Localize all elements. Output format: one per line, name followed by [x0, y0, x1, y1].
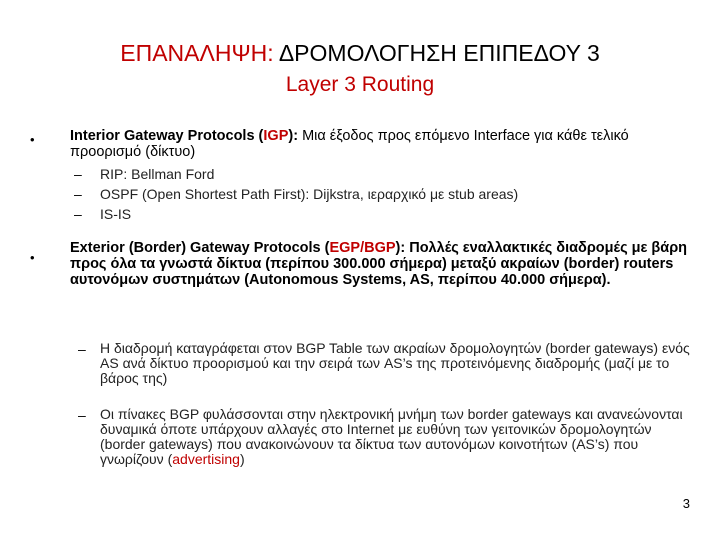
bgp-term-b: ):	[395, 240, 406, 256]
subitem-dash: –	[74, 206, 82, 222]
memory-text-b: )	[239, 451, 245, 467]
igp-abbr: IGP	[263, 128, 289, 144]
bullet-marker: •	[30, 132, 35, 147]
subitem-rip: RIP: Bellman Ford	[100, 166, 215, 182]
memory-text-a: Οι πίνακες BGP φυλάσσονται στην ηλεκτρονική μνήμη των border gateways και ανανεώνονται δυναμικά όποτε υπάρχουν αλλαγές στο Internet με ευθύνη των γειτονικών δρομολογητών (border gateways) που ανακοινώνουν τα δίκτυα των αυτονόμων κοινοτήτων (AS’s) που γνωρίζουν (	[100, 406, 683, 467]
igp-term-a: Interior Gateway Protocols (	[70, 128, 264, 144]
slide-title	[0, 40, 720, 66]
igp-term	[70, 128, 298, 144]
bgp-description: Πολλές εναλλακτικές διαδρομές με βάρη προς όλα τα γνωστά δίκτυα (περίπου 300.000 σήμερα) μεταξύ ακραίων (border) routers αυτονόμων συστημάτων (Autonomous Systems, AS, περίπου 40.000 σήμερα).	[70, 240, 688, 288]
paragraph-dash: –	[78, 341, 86, 357]
bullet-marker: •	[30, 250, 35, 265]
paragraph-bgp-table: Η διαδρομή καταγράφεται στον BGP Table των ακραίων δρομολογητών (border gateways) ενός AS ανά δίκτυο προορισμού και την σειρά των AS’s της προτεινόμενης διαδρομής (μαζί με το βάρος της)	[100, 340, 690, 386]
title-prefix: ΕΠΑΝΑΛΗΨΗ:	[120, 40, 279, 66]
bullet-text-igp	[70, 128, 690, 160]
subitem-ospf: OSPF (Open Shortest Path First): Dijkstra, ιεραρχικό με stub areas)	[100, 186, 519, 202]
bgp-abbr: EGP/BGP	[329, 240, 396, 256]
bgp-term-a: Exterior (Border) Gateway Protocols (	[70, 240, 330, 256]
paragraph-bgp-memory	[100, 407, 690, 467]
bullet-text-bgp	[70, 240, 690, 288]
igp-description: Μια έξοδος προς επόμενο Interface για κάθε τελικό προορισμό (δίκτυο)	[70, 128, 629, 160]
page-number: 3	[682, 496, 690, 511]
subitem-dash: –	[74, 166, 82, 182]
advertising-term: advertising	[172, 451, 240, 467]
slide-subtitle: Layer 3 Routing	[285, 73, 435, 96]
subitem-isis: IS-IS	[100, 206, 132, 222]
paragraph-dash: –	[78, 407, 86, 423]
igp-term-b: ):	[288, 128, 299, 144]
title-main: ΔΡΟΜΟΛΟΓΗΣΗ ΕΠΙΠΕΔΟΥ 3	[278, 40, 600, 66]
subitem-dash: –	[74, 186, 82, 202]
bgp-term	[70, 240, 405, 256]
